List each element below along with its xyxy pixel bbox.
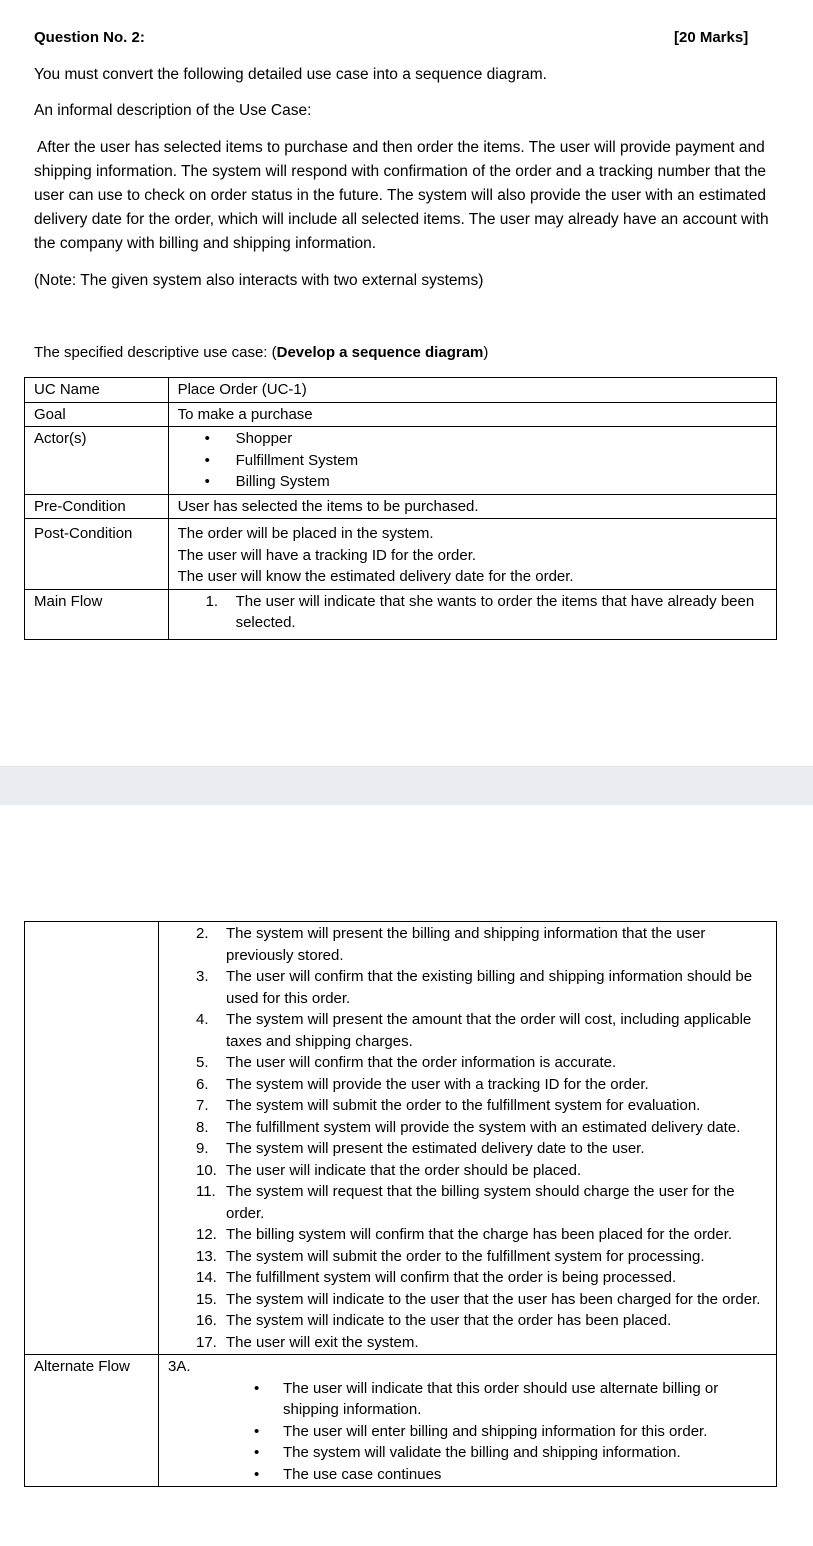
row-goal xyxy=(25,402,777,427)
list-item: 17. The user will exit the system. xyxy=(195,1333,419,1351)
post-condition-line: The user will know the estimated delivery date for the order. xyxy=(177,568,574,585)
list-item: • The user will enter billing and shipping information for this order. xyxy=(168,1421,776,1443)
list-item: • Shopper xyxy=(178,428,776,450)
main-flow-label: Main Flow xyxy=(25,589,169,639)
row-post-condition xyxy=(25,519,777,590)
list-item: 2. The system will present the billing and shipping information that the user previously stored. xyxy=(195,925,706,964)
list-item: 12. The billing system will confirm that the charge has been placed for the order. xyxy=(195,1226,733,1243)
note-text: (Note: The given system also interacts with two external systems) xyxy=(34,272,484,289)
list-item: 16. The system will indicate to the user that the order has been placed. xyxy=(195,1312,672,1329)
uc-name-label: UC Name xyxy=(25,378,169,403)
list-item: 9. The system will present the estimated delivery date to the user. xyxy=(195,1140,645,1157)
main-flow-cell xyxy=(168,589,776,639)
list-item: 7. The system will submit the order to the fulfillment system for evaluation. xyxy=(195,1097,701,1114)
actors-label: Actor(s) xyxy=(25,427,169,495)
list-item: • Billing System xyxy=(178,471,776,493)
list-item: 1. The user will indicate that she wants to order the items that have already been selected. xyxy=(205,592,755,631)
list-item: • Fulfillment System xyxy=(178,450,776,472)
list-item: 6. The system will provide the user with a tracking ID for the order. xyxy=(195,1075,649,1093)
pre-condition-value: User has selected the items to be purchased. xyxy=(168,494,776,519)
list-item: 14. The fulfillment system will confirm that the order is being processed. xyxy=(195,1269,677,1286)
informal-label: An informal description of the Use Case: xyxy=(34,102,312,119)
empty-label-cell xyxy=(25,922,159,1355)
row-main-flow xyxy=(25,589,777,639)
actors-cell xyxy=(168,427,776,495)
alternate-flow-list xyxy=(168,1378,776,1486)
list-item: 13. The system will submit the order to the fulfillment system for processing. xyxy=(195,1247,705,1265)
page-separator xyxy=(0,766,813,806)
use-case-table-part1 xyxy=(24,377,777,640)
list-item: • The user will indicate that this order should use alternate billing or shipping information. xyxy=(168,1378,776,1421)
post-condition-cell xyxy=(168,519,776,590)
list-item: 15. The system will indicate to the user that the user has been charged for the order. xyxy=(195,1290,761,1308)
alternate-flow-label: Alternate Flow xyxy=(25,1355,159,1487)
alternate-flow-cell xyxy=(158,1355,776,1487)
row-main-flow-continued xyxy=(25,922,777,1355)
question-title: Question No. 2: xyxy=(34,29,145,46)
actors-list xyxy=(178,428,776,493)
instruction-text: You must convert the following detailed use case into a sequence diagram. xyxy=(34,66,547,83)
list-item: • The use case continues xyxy=(168,1464,776,1486)
post-condition-label: Post-Condition xyxy=(25,519,169,590)
list-item: 8. The fulfillment system will provide the system with an estimated delivery date. xyxy=(195,1118,741,1136)
row-pre-condition xyxy=(25,494,777,519)
uc-name-value: Place Order (UC-1) xyxy=(168,378,776,403)
post-condition-line: The user will have a tracking ID for the order. xyxy=(177,546,477,564)
row-alternate-flow xyxy=(25,1355,777,1487)
goal-label: Goal xyxy=(25,402,169,427)
specified-use-case-label: The specified descriptive use case: (Develop a sequence diagram) xyxy=(34,344,489,361)
list-item: • The system will validate the billing and shipping information. xyxy=(168,1442,776,1464)
use-case-table-part2 xyxy=(24,921,777,1487)
pre-condition-label: Pre-Condition xyxy=(25,494,169,519)
goal-value: To make a purchase xyxy=(168,402,776,427)
main-flow-continued-cell xyxy=(158,922,776,1355)
document-page-2 xyxy=(0,805,813,1546)
document-page-1 xyxy=(0,0,813,766)
list-item: 3. The user will confirm that the existing billing and shipping information should be used for this order. xyxy=(195,968,753,1007)
use-case-description: After the user has selected items to purchase and then order the items. The user will provide payment and shipping information. The system will respond with confirmation of the order and a tracking number that the user can use to check on order status in the future. The system will also provide the user with an estimated delivery date for the order, which will include all selected items. The user may already have an account with the company with billing and shipping information. xyxy=(34,139,769,252)
list-item: 11. The system will request that the billing system should charge the user for the order. xyxy=(195,1183,735,1222)
main-flow-list-page2 xyxy=(168,923,776,1353)
main-flow-list-page1 xyxy=(178,591,776,634)
row-actors xyxy=(25,427,777,495)
list-item: 5. The user will confirm that the order information is accurate. xyxy=(195,1054,617,1071)
post-condition-line: The order will be placed in the system. xyxy=(177,525,434,542)
specified-bold: Develop a sequence diagram xyxy=(276,344,484,361)
row-uc-name xyxy=(25,378,777,403)
question-marks: [20 Marks] xyxy=(674,29,749,46)
list-item: 4. The system will present the amount that the order will cost, including applicable taxes and shipping charges. xyxy=(195,1011,752,1050)
alternate-flow-code: 3A. xyxy=(167,1358,191,1375)
list-item: 10. The user will indicate that the order should be placed. xyxy=(195,1161,582,1179)
